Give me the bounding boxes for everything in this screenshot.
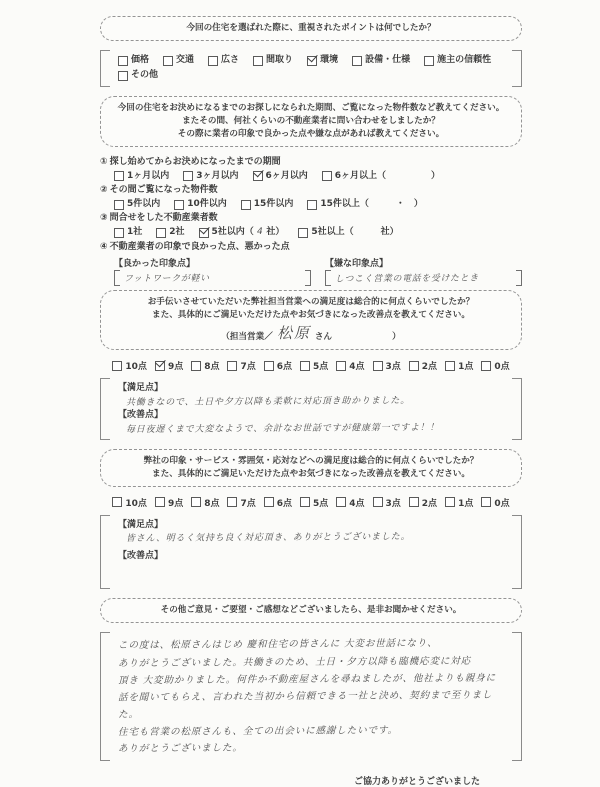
checkbox-icon [300,361,310,371]
option-label: 5件以内 [127,198,161,209]
option-label: 設備・仕様 [365,54,411,65]
rating-label: 2点 [421,362,438,373]
checkbox-icon [191,497,201,507]
option-5props [114,198,160,212]
rating-5 [300,496,328,509]
checkbox-icon [199,228,209,238]
rating-label: 4点 [349,498,365,509]
handwritten-agent-improvement: 毎日夜遅くまで大変なようで、余計なお世話ですが健康第一ですよ！！ [125,422,440,435]
option-label: 1社 [127,227,143,238]
handwritten-company-count: 4 [256,227,264,238]
good-impression-column [114,256,311,286]
question-label: その間ご覧になった物件数 [109,185,218,195]
handwritten-comment-line: ありがとうございました。共働きのため、土日・夕方以降も臨機応変に対応 [117,655,472,669]
bad-impression-answer-box [325,270,522,286]
rating-8 [191,359,219,372]
rating-label: 6点 [276,362,292,373]
staff-suffix: さん ） [314,332,401,343]
rating-2 [409,496,437,509]
question-number: ④ [100,241,108,252]
satisfaction-label: 【満足点】 [118,519,164,530]
rating-label: 5点 [313,362,329,373]
option-label: 5社以上（ 社） [311,227,399,238]
option-environment [307,54,338,68]
option-over-15props [307,198,423,212]
checkbox-icon [409,361,419,371]
checkbox-icon [112,497,122,507]
checkbox-icon [163,56,173,66]
checkbox-icon [307,200,317,210]
staff-prefix: （担当営業／ [221,332,273,343]
satisfaction-label: 【満足点】 [118,383,164,394]
question-3-options [114,226,522,240]
improvement-label: 【改善点】 [118,550,164,561]
section-other-comments-header [100,598,522,623]
rating-1 [445,496,473,509]
option-over-6months [322,170,440,184]
option-label: 3ヶ月以内 [196,170,239,181]
question-number: ① [100,156,108,167]
section-agent-satisfaction-header [100,290,522,350]
search-header-line1: 今回の住宅をお決めになるまでのお探しになられた期間、ご覧になった物件数など教えてください。 [117,102,505,113]
rating-9 [155,359,183,372]
option-label: 価格 [131,54,150,65]
option-1company [114,226,142,240]
question-2-options [114,198,522,212]
checkbox-icon [307,56,317,66]
rating-label: 8点 [204,498,220,509]
rating-6 [264,359,292,372]
checkbox-icon [227,361,237,371]
handwritten-comment-line: 話を聞いてもらえ、言われた当初から信頼できる一社と決め、契約まで至りました。 [117,689,493,721]
option-label: 6ヶ月以上（ ） [334,170,441,181]
rating-label: 9点 [167,362,184,373]
option-1month [114,170,169,184]
option-builder-trust [424,54,491,68]
bad-impression-column [325,256,522,286]
checkbox-icon [445,497,455,507]
checkbox-icon [409,497,419,507]
rating-3 [373,359,401,372]
handwritten-agent-satisfaction: 共働きなので、土日や夕方以降も柔軟に対応頂き助かりました。 [125,395,411,408]
rating-label: 0点 [494,498,510,509]
option-label: 2社 [169,227,185,238]
checkbox-icon [183,171,193,181]
checkbox-icon [227,497,237,507]
option-label: その他 [131,70,159,81]
option-size [208,54,239,68]
rating-10 [112,496,147,509]
question-4 [100,241,522,255]
section-search-history-header [100,96,522,147]
checkbox-icon [300,497,310,507]
question-1 [100,156,522,170]
checkbox-icon [253,171,263,181]
question-2 [100,184,522,198]
option-label: 5社以内（ [211,227,254,238]
question-label: 不動産業者の印象で良かった点、悪かった点 [109,241,290,252]
rating-label: 9点 [167,498,184,509]
question-label: 探し始めてからお決めになったまでの期間 [109,156,281,167]
rating-label: 3点 [385,362,401,373]
rating-label: 10点 [125,498,147,509]
checkbox-icon [114,200,124,210]
option-over-5companies [298,226,398,240]
option-3months [183,170,238,184]
option-label: 環境 [320,54,339,65]
rating-3 [373,496,401,509]
question-number: ③ [100,213,108,224]
rating-4 [336,496,364,509]
question-4-answers [114,256,522,286]
rating-label: 1点 [458,498,474,509]
option-equipment [352,54,410,68]
checkbox-icon [336,361,346,371]
house-points-options [100,50,522,87]
checkbox-icon [156,228,166,238]
question-3 [100,212,522,226]
option-label: 1ヶ月以内 [127,170,170,181]
rating-label: 8点 [204,362,220,373]
option-transport [163,54,194,68]
rating-5 [300,359,328,372]
option-label: 社） [266,227,285,238]
question-1-options [114,170,522,184]
option-10props [174,198,227,212]
rating-2 [409,359,437,372]
handwritten-good-impression: フットワークが軽い [123,273,210,285]
free-comment-box [100,632,522,761]
rating-0 [481,359,509,372]
search-header-line2: またその間、何社くらいの不動産業者に問い合わせをしましたか？ [182,115,440,126]
checkbox-icon [114,171,124,181]
checkbox-icon [445,361,455,371]
checkbox-icon [481,497,491,507]
checkbox-icon [336,497,346,507]
option-label: 15件以内 [253,198,294,209]
option-2companies [156,226,184,240]
rating-label: 5点 [313,498,329,509]
checkbox-icon [298,228,308,238]
agent-feedback-box [100,378,522,440]
option-price [118,54,149,68]
agent-header-line1: お手伝いさせていただいた弊社担当営業への満足度は総合的に何点くらいでしたか？ [147,296,475,307]
question-number: ② [100,185,108,195]
rating-10 [112,359,147,372]
rating-4 [336,359,364,372]
checkbox-icon [264,497,274,507]
rating-1 [445,359,473,372]
question-label: 問合せをした不動産業者数 [109,213,218,224]
rating-label: 0点 [494,362,510,373]
thank-you-note: ご協力ありがとうございました [353,777,480,787]
option-label: 15件以上（ ・ ） [320,198,423,209]
checkbox-icon [191,361,201,371]
handwritten-staff-name: 松原 [276,323,311,342]
company-header-line2: また、具体的にご満足いただけた点やお気づきになった改善点を教えてください。 [152,468,470,479]
option-6months [253,170,308,184]
option-label: 間取り [266,54,294,65]
checkbox-icon [373,361,383,371]
checkbox-icon [208,56,218,66]
rating-label: 2点 [421,498,438,509]
checkbox-icon [253,56,263,66]
bad-impression-label: 【嫌な印象点】 [325,258,389,269]
checkbox-icon [114,228,124,238]
option-15props [241,198,294,212]
handwritten-bad-impression: しつこく営業の電話を受けたとき [334,273,480,285]
house-points-question: 今回の住宅を選ばれた際に、重視されたポイントは何でしたか？ [186,23,436,33]
rating-label: 1点 [458,362,474,373]
checkbox-icon [118,71,128,81]
option-floorplan [253,54,293,68]
option-label: 10件以内 [187,198,227,209]
rating-6 [264,496,292,509]
rating-label: 6点 [276,498,292,509]
checkbox-icon [481,361,491,371]
checkbox-icon [352,56,362,66]
good-impression-answer-box [114,270,311,286]
option-label: 施主の信頼性 [437,54,492,65]
handwritten-comment-line: 住宅も営業の松原さんも、全ての出会いに感謝したいです。 [117,724,398,738]
option-label: 6ヶ月以内 [265,170,308,181]
checkbox-icon [118,56,128,66]
checkbox-icon [322,171,332,181]
rating-label: 10点 [125,362,147,373]
company-rating-row [100,496,522,509]
rating-label: 7点 [240,498,256,509]
section-company-satisfaction-header [100,449,522,487]
rating-7 [227,359,255,372]
agent-rating-row [100,359,522,372]
handwritten-comment-line: ありがとうございました。 [117,742,243,755]
checkbox-icon [155,361,165,371]
rating-label: 3点 [385,498,401,509]
rating-8 [191,496,219,509]
rating-label: 7点 [240,362,256,373]
company-feedback-box [100,515,522,590]
option-within-5companies [199,226,285,240]
checkbox-icon [155,497,165,507]
handwritten-comment-line: この度は、松原さんはじめ 慶和住宅の皆さんに 大変お世話になり、 [117,638,438,652]
option-other [118,69,504,83]
option-label: 広さ [221,54,240,65]
other-comments-question: その他ご意見・ご要望・ご感想などございましたら、是非お聞かせください。 [160,605,462,616]
checkbox-icon [264,361,274,371]
rating-0 [481,496,509,509]
checkbox-icon [112,361,122,371]
section-house-points-header [100,16,522,41]
rating-label: 4点 [349,362,365,373]
good-impression-label: 【良かった印象点】 [114,258,196,269]
rating-9 [155,496,183,509]
handwritten-company-satisfaction: 皆さん、明るく気持ち良く対応頂き、ありがとうございました。 [125,532,411,545]
improvement-label: 【改善点】 [118,410,164,421]
option-label: 交通 [176,54,195,65]
company-header-line1: 弊社の印象・サービス・雰囲気・応対などへの満足度は総合的に何点くらいでしたか？ [143,456,479,467]
checkbox-icon [241,200,251,210]
checkbox-icon [373,497,383,507]
checkbox-icon [424,56,434,66]
checkbox-icon [174,200,184,210]
search-header-line3: その際に業者の印象で良かった点や嫌な点があれば教えてください。 [177,128,445,139]
handwritten-comment-line: 頂き 大変助かりました。何件か不動産屋さんを尋ねましたが、他社よりも親身に [117,672,497,687]
agent-header-line2: また、具体的にご満足いただけた点やお気づきになった改善点を教えてください。 [152,309,470,320]
rating-7 [227,496,255,509]
staff-name-line [111,322,511,345]
